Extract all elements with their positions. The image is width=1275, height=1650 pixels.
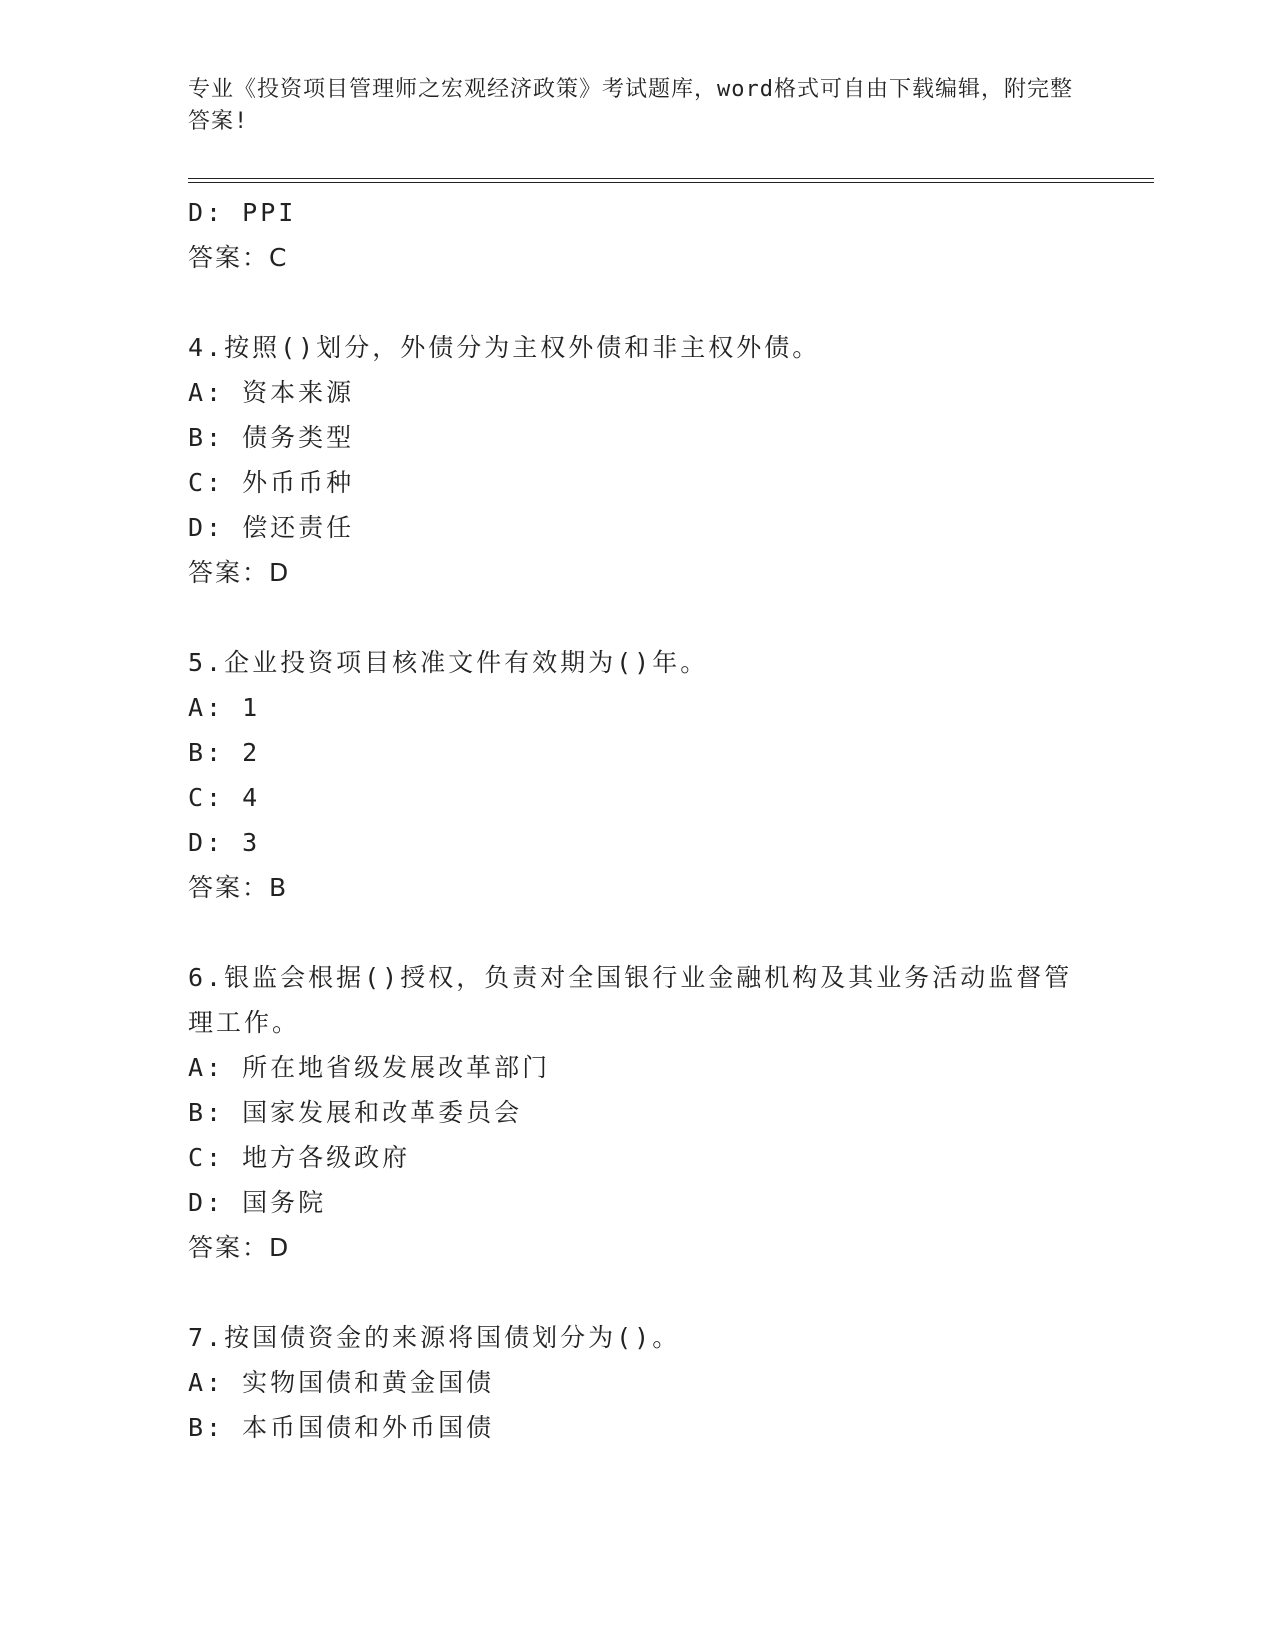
option-b: B: 本币国债和外币国债: [188, 1413, 495, 1442]
question-stem: 5.企业投资项目核准文件有效期为()年。: [188, 648, 709, 677]
option-a: A: 所在地省级发展改革部门: [188, 1053, 551, 1082]
question-5: [188, 640, 1088, 910]
answer: 答案：D: [188, 1233, 291, 1262]
option-c: C: 外币币种: [188, 468, 355, 497]
question-stem: 6.银监会根据()授权，负责对全国银行业金融机构及其业务活动监督管理工作。: [188, 963, 1073, 1037]
answer: 答案：C: [188, 243, 289, 272]
option-c: C: 4: [188, 783, 261, 812]
document-header: 专业《投资项目管理师之宏观经济政策》考试题库，word格式可自由下载编辑，附完整答案!: [188, 77, 1073, 134]
question-stem: 7.按国债资金的来源将国债划分为()。: [188, 1323, 681, 1352]
question-7: [188, 1315, 1088, 1450]
option-d: D: 3: [188, 828, 261, 857]
header-divider-top: [188, 178, 1154, 179]
option-d: D: 偿还责任: [188, 513, 355, 542]
option-d: D: PPI: [188, 198, 297, 227]
option-b: B: 2: [188, 738, 261, 767]
question-4: [188, 325, 1088, 595]
answer: 答案：D: [188, 558, 291, 587]
option-b: B: 国家发展和改革委员会: [188, 1098, 523, 1127]
question-6: [188, 955, 1088, 1270]
option-a: A: 资本来源: [188, 378, 355, 407]
option-d: D: 国务院: [188, 1188, 327, 1217]
option-b: B: 债务类型: [188, 423, 355, 452]
option-a: A: 1: [188, 693, 261, 722]
answer: 答案：B: [188, 873, 289, 902]
header-divider-bottom: [188, 182, 1154, 183]
option-a: A: 实物国债和黄金国债: [188, 1368, 495, 1397]
question-stem: 4.按照()划分，外债分为主权外债和非主权外债。: [188, 333, 821, 362]
option-c: C: 地方各级政府: [188, 1143, 411, 1172]
question-list: [188, 190, 1088, 1450]
